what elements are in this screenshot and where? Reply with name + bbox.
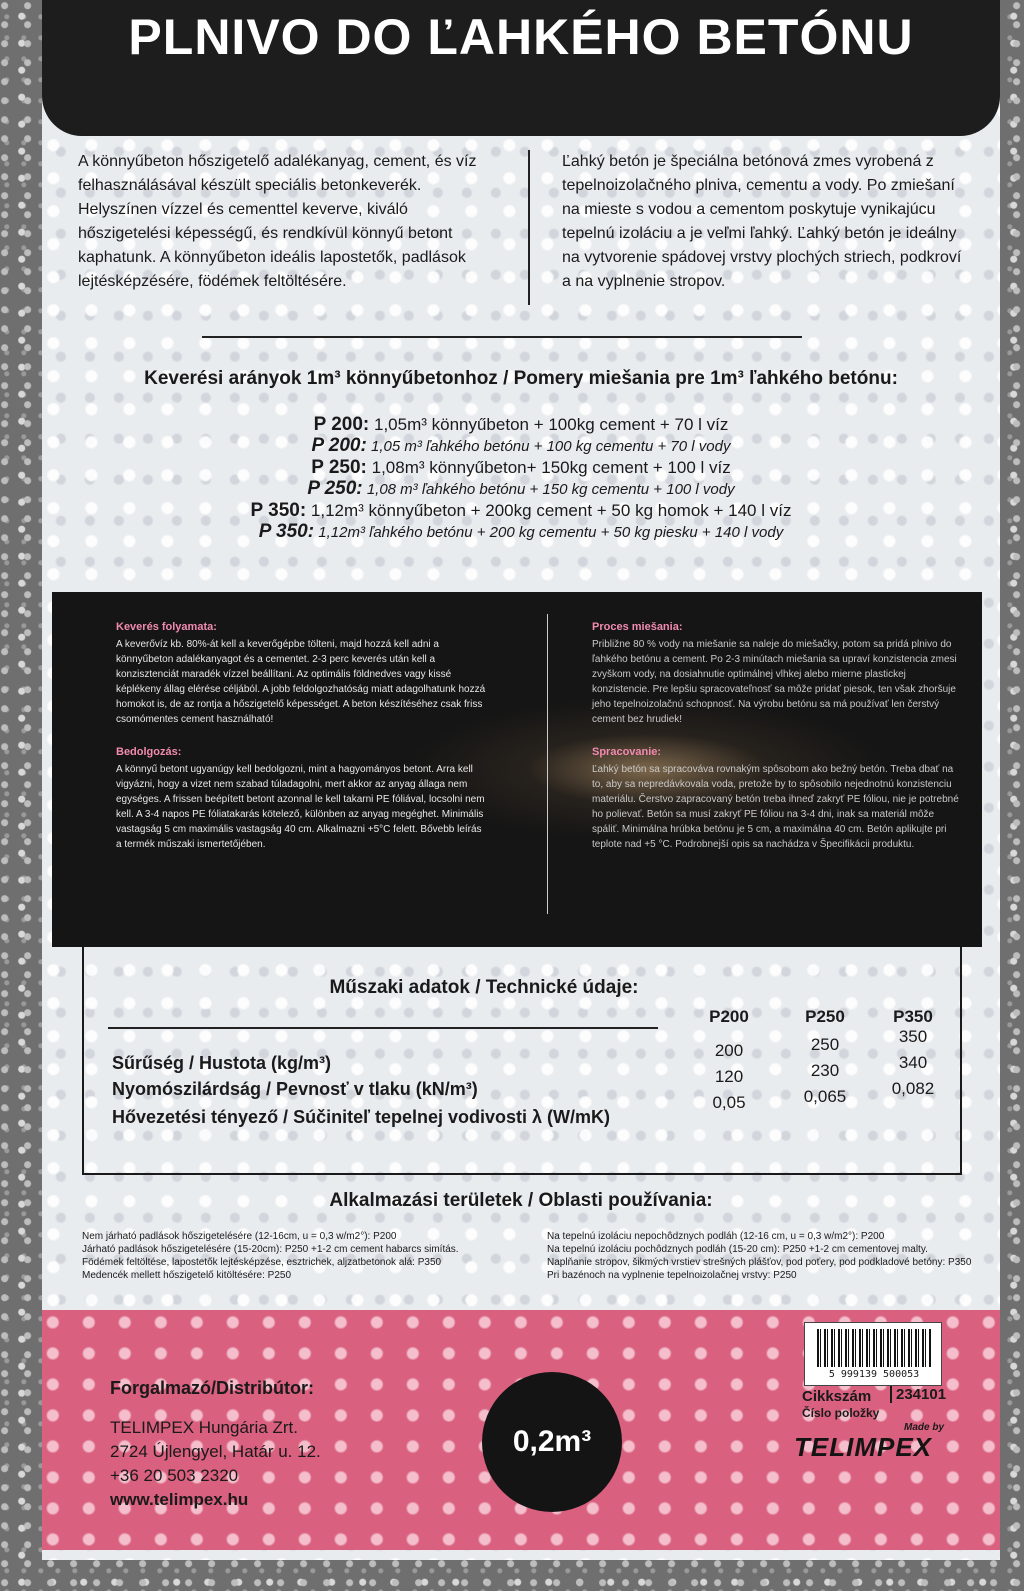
- col-head-p200: P200: [709, 1007, 749, 1026]
- mix-code: P 200:: [313, 414, 370, 435]
- item-number: 234101: [890, 1386, 946, 1403]
- mix-code: P 250:: [307, 478, 363, 499]
- item-number-label-hu: Cikkszám: [802, 1388, 872, 1405]
- mix-text: 1,12m³ könnyűbeton + 200kg cement + 50 kg homok + 140 l víz: [310, 501, 792, 520]
- mix-heading: Keverési arányok 1m³ könnyűbetonhoz / Pomery miešania pre 1m³ ľahkého betónu:: [144, 368, 898, 389]
- cell-conductivity-p250: 0,065: [803, 1087, 847, 1106]
- mix-code: P 350:: [250, 500, 307, 521]
- instructions-hu: [116, 620, 486, 870]
- cell-density-p250: 250: [810, 1035, 840, 1054]
- title-band: [42, 0, 1000, 136]
- tech-data-table: [82, 947, 962, 1175]
- intro-text-hu: A könnyűbeton hőszigetelő adalékanyag, cement, és víz felhasználásával készült speciális betonkeverék. Helyszínen vízzel és cementtel keverve, kiváló hőszigetelési képességű, és rendkívül könnyű betont kaphatunk. A könnyűbeton ideális lapostetők, padlások lejtésképzésére, födémek feltöltésére.: [78, 153, 477, 290]
- company-phone: +36 20 503 2320: [110, 1466, 239, 1485]
- mix-row-p200-sk: [42, 436, 1000, 457]
- mix-row-p250-sk: [42, 479, 1000, 500]
- area-item: Nem járható padlások hőszigetelésére (12-16cm, u = 0,3 w/m2°): P200: [82, 1231, 397, 1242]
- area-item: Járható padlások hőszigetelésére (15-20cm): P250 +1-2 cm cement habarcs simítás.: [82, 1244, 459, 1255]
- section-divider: [202, 336, 802, 338]
- tech-rule: [108, 1027, 658, 1029]
- volume-badge: 0,2m³: [482, 1372, 622, 1512]
- mix-text: 1,08m³ könnyűbeton+ 150kg cement + 100 l víz: [371, 458, 731, 477]
- cell-conductivity-p350: 0,082: [891, 1079, 935, 1098]
- brand-logo: TELIMPEX: [794, 1432, 933, 1462]
- intro-text-sk: Ľahký betón je špeciálna betónová zmes vyrobená z tepelnoizolačného plniva, cementu a vody. Po zmiešaní na mieste s vodou a cementom poskytuje vynikajúcu tepelnú izoláciu a je veľmi ľahký. Ľahký betón je ideálny na vytvorenie spádovej vrstvy plochých striech, podkroví a na vyplnenie stropov.: [562, 153, 962, 290]
- instructions-panel: [52, 592, 982, 947]
- cell-density-p350: 350: [898, 1027, 928, 1046]
- area-item: Na tepelnú izoláciu nepochôdznych podláh (12-16 cm, u = 0,3 w/m2°): P200: [547, 1231, 885, 1242]
- mix-code: P 350:: [258, 521, 315, 542]
- row-label-strength: Nyomószilárdság / Pevnosť v tlaku (kN/m³): [112, 1079, 478, 1099]
- mix-text: 1,05 m³ ľahkého betónu + 100 kg cementu + 70 l vody: [370, 438, 731, 455]
- made-by-label: Made by: [904, 1422, 945, 1433]
- mix-row-p250-hu: [42, 457, 1000, 479]
- item-number-label-sk: Číslo položky: [802, 1406, 880, 1420]
- mix-text: 1,08 m³ ľahkého betónu + 150 kg cementu + 100 l vody: [366, 481, 735, 498]
- company-name: TELIMPEX Hungária Zrt.: [110, 1418, 299, 1437]
- panel-divider: [547, 614, 548, 914]
- mix-code: P 200:: [311, 435, 367, 456]
- work-title-hu: Bedolgozás:: [116, 746, 182, 758]
- distributor-band: [42, 1310, 1000, 1550]
- cell-strength-p250: 230: [810, 1061, 840, 1080]
- work-text-hu: A könnyű betont ugyanúgy kell bedolgozni, mint a hagyományos betont. Arra kell vigyázni, hogy a vizet nem szabad túladagolni, mert akkor az anyag állaga nem egységes. A frissen beépített betont azonnal le kell takarni PE fóliával, locsolni nem kell. A 3-4 napos PE fóliatakarás kötelező, különben az anyag megéghet. Minimális vastagság 5 cm maximális vastagság 40 cm. Alkalmazni +5°C felett. Bővebb leírás a termék műszaki ismertetőjében.: [116, 764, 485, 850]
- mix-process-text-sk: Približne 80 % vody na miešanie sa naleje do miešačky, potom sa pridá plnivo do ľahkého betónu a cement. Po 2-3 minútach miešania sa upraví konzistencia zmesi zvyškom vody, na dosiahnutie optimálnej vlhkej alebo mierne plastickej konzistencie. Pre lepšiu spracovateľnosť sa môže pridať piesok, ten však zhoršuje jeho tepelnoizolačnú schopnosť. Na výrobu betónu sa má používať len čerstvý cement bez hrudiek!: [592, 639, 957, 725]
- areas-list-sk: [547, 1230, 987, 1282]
- mix-code: P 250:: [311, 457, 367, 478]
- mix-text: 1,05m³ könnyűbeton + 100kg cement + 70 l víz: [373, 415, 729, 434]
- mix-row-p350-hu: [42, 500, 1000, 522]
- intro-divider: [528, 150, 530, 305]
- area-item: Na tepelnú izoláciu pochôdznych podláh (15-20 cm): P250 +1-2 cm cementovej malty.: [547, 1244, 928, 1255]
- area-item: Pri bazénoch na vyplnenie tepelnoizolačnej vrstvy: P250: [547, 1270, 797, 1281]
- col-head-p250: P250: [805, 1007, 845, 1026]
- work-text-sk: Ľahký betón sa spracováva rovnakým spôsobom ako bežný betón. Treba dbať na to, aby sa nepredávkovala voda, pretože by to spôsobilo nejednotnú konzistenciu materiálu. Čerstvo zapracovaný betón treba ihneď zakryť PE fóliou, nie je potrebné ho polievať. Betón sa musí zakryť PE fóliou na 3-4 dni, inak sa materiál môže spáliť. Minimálna hrúbka betónu je 5 cm, a maximálna 40 cm. Betón aplikujte pri teplote nad +5 °C. Podrobnejší opis sa nachádza v Špecifikácii produktu.: [592, 764, 959, 850]
- mix-text: 1,12m³ ľahkého betónu + 200 kg cementu + 50 kg piesku + 140 l vody: [318, 524, 784, 541]
- mix-row-p350-sk: [42, 522, 1000, 543]
- row-label-density: Sűrűség / Hustota (kg/m³): [112, 1053, 332, 1073]
- area-item: Naplňanie stropov, šikmých vrstiev strešných plášťov, pod poťery, pod podkladové betóny: P350: [547, 1257, 972, 1268]
- areas-heading: Alkalmazási területek / Oblasti používania:: [329, 1190, 713, 1211]
- mix-list: [42, 414, 1000, 543]
- tech-heading: Műszaki adatok / Technické údaje:: [329, 977, 639, 998]
- distributor-title: Forgalmazó/Distribútor:: [110, 1378, 315, 1398]
- barcode: [804, 1322, 942, 1386]
- company-address: 2724 Újlengyel, Határ u. 12.: [110, 1442, 321, 1461]
- area-item: Födémek feltöltése, lapostetők lejtésképzése, esztrichek, aljzatbetonok alá: P350: [82, 1257, 442, 1268]
- cell-density-p200: 200: [714, 1041, 744, 1060]
- company-website: www.telimpex.hu: [110, 1490, 249, 1509]
- row-label-conductivity: Hővezetési tényező / Súčiniteľ tepelnej vodivosti λ (W/mK): [112, 1107, 611, 1127]
- instructions-sk: [592, 620, 962, 870]
- product-title: PLNIVO DO ĽAHKÉHO BETÓNU: [128, 9, 914, 65]
- product-bag: [42, 0, 1000, 1560]
- cell-strength-p200: 120: [714, 1067, 744, 1086]
- barcode-number: 5 999139 500053: [828, 1369, 920, 1380]
- work-title-sk: Spracovanie:: [592, 746, 662, 758]
- col-head-p350: P350: [893, 1007, 933, 1026]
- areas-list-hu: [82, 1230, 522, 1282]
- mix-row-p200-hu: [42, 414, 1000, 436]
- area-item: Medencék mellett hőszigetelő kitöltésére: P250: [82, 1270, 292, 1281]
- cell-strength-p350: 340: [898, 1053, 928, 1072]
- barcode-icon: [817, 1329, 931, 1367]
- mix-process-title-hu: Keverés folyamata:: [116, 621, 217, 633]
- mix-process-title-sk: Proces miešania:: [592, 621, 683, 633]
- mix-process-text-hu: A keverővíz kb. 80%-át kell a keverőgépbe tölteni, majd hozzá kell adni a könnyűbeton adalékanyagot és a cementet. 2-3 perc keverés után kell a konzisztenciát maradék vízzel beállítani. Az optimális földnedves vagy kissé képlékeny állag elérése céljából. A jobb feldolgozhatóság miatt adagolhatunk hozzá homokot is, de az rontja a hőszigetelő képességet. A beton készítéséhez csak friss csomómentes cement használható!: [116, 639, 486, 725]
- cell-conductivity-p200: 0,05: [712, 1093, 746, 1112]
